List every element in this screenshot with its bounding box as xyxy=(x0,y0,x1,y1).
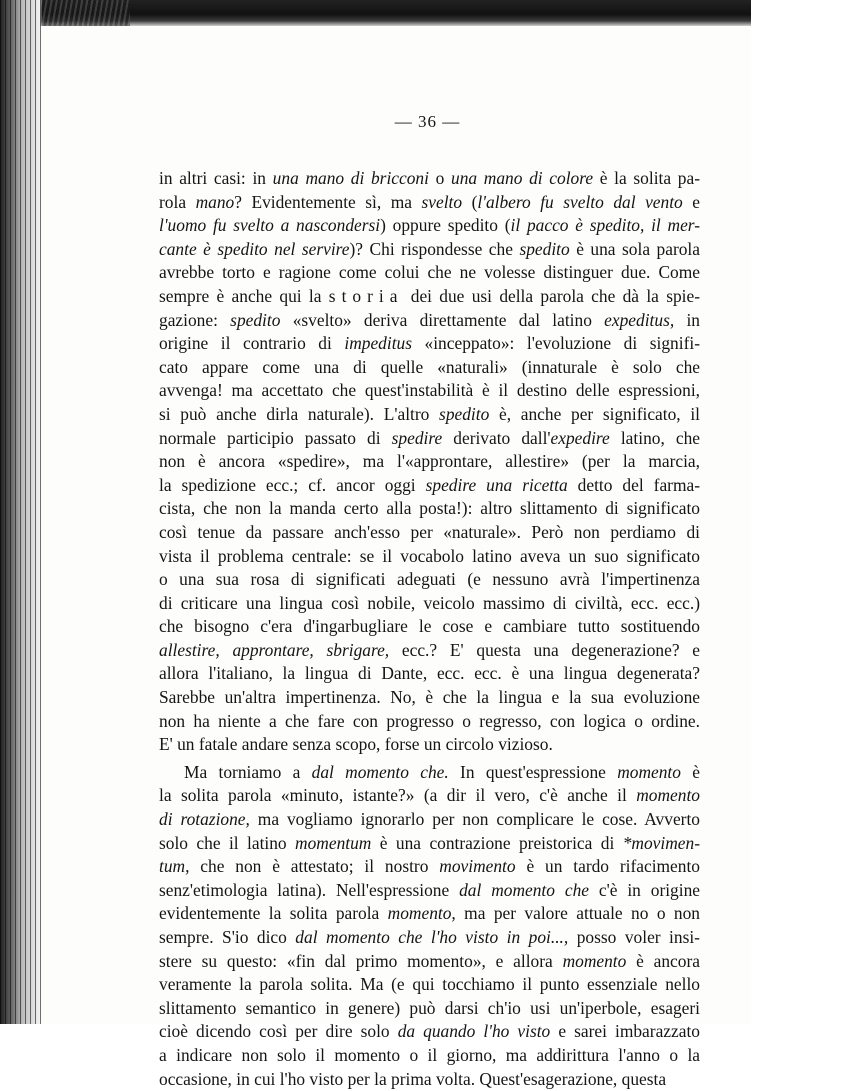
text-line: sempre è anche qui la storia dei due usi della parola che dà la spie- xyxy=(159,285,700,306)
text-line: cioè dicendo così per dire solo da quando l'ho visto e sarei imbarazzato xyxy=(159,1021,700,1042)
text-line: stere su questo: «fin dal primo momento», e allora momento è ancora xyxy=(159,950,700,971)
text-line: in altri casi: in una mano di bricconi o una mano di colore è la solita pa- xyxy=(159,168,700,188)
italic-phrase: momento, xyxy=(387,903,456,924)
text-line: che bisogno c'era d'ingarbugliare le cose e cambiare tutto sostituendo xyxy=(159,616,700,637)
italic-phrase: svelto xyxy=(421,191,463,212)
italic-phrase: momentum xyxy=(295,832,372,853)
text-line: così tenue da passare anch'esso per «naturale». Però non perdiamo di xyxy=(159,521,700,542)
text-line: cista, che non la manda certo alla posta!): altro slittamento di significato xyxy=(159,498,700,519)
text-line: di criticare una lingua così nobile, veicolo massimo di civiltà, ecc. ecc.) xyxy=(159,592,700,613)
italic-phrase: l'uomo fu svelto a nascondersi xyxy=(159,215,381,236)
text-line: evidentemente la solita parola momento, ma per valore attuale no o non xyxy=(159,903,700,924)
italic-phrase: expedire xyxy=(550,427,610,448)
text-line: avvenga! ma accettato che quest'instabilità è il destino delle espressioni, xyxy=(159,380,700,401)
italic-phrase: spedito xyxy=(230,309,281,330)
italic-phrase: da quando l'ho visto xyxy=(397,1021,551,1042)
italic-phrase: momento xyxy=(562,950,627,971)
text-line: rola mano? Evidentemente sì, ma svelto (l'albero fu svelto dal vento e xyxy=(159,191,700,212)
text-line: la solita parola «minuto, istante?» (a dir il vero, c'è anche il momento xyxy=(159,785,700,806)
spaced-word: storia xyxy=(328,285,404,306)
page-number: — 36 — xyxy=(394,112,461,131)
italic-phrase: tum, xyxy=(159,856,190,877)
scan-left-edge xyxy=(0,0,42,1024)
text-line: solo che il latino momentum è una contrazione preistorica di *movimen- xyxy=(159,832,700,853)
text-line: senz'etimologia latina). Nell'espressione dal momento che c'è in origine xyxy=(159,879,701,900)
text-line: cante è spedito nel servire)? Chi rispondesse che spedito è una sola parola xyxy=(159,238,700,259)
italic-phrase: dal momento che. xyxy=(311,761,449,782)
italic-phrase: una mano di colore xyxy=(451,168,594,188)
italic-phrase: impeditus xyxy=(344,333,412,354)
text-line: o una sua rosa di significati adeguati (e nessuno avrà l'impertinenza xyxy=(159,569,700,590)
body-text xyxy=(159,167,700,1091)
italic-phrase: spedito xyxy=(439,403,490,424)
text-line: a indicare non solo il momento o il giorno, ma addirittura l'anno o la xyxy=(159,1044,700,1065)
text-line: gazione: spedito «svelto» deriva direttamente dal latino expeditus, in xyxy=(159,309,700,330)
italic-phrase: cante è spedito nel servire xyxy=(159,238,350,259)
text-line: la spedizione ecc.; cf. ancor oggi spedire una ricetta detto del farma- xyxy=(159,474,700,495)
italic-phrase: di rotazione, xyxy=(159,809,250,830)
text-line: allestire, approntare, sbrigare, ecc.? E' questa una degenerazione? e xyxy=(159,639,700,660)
text-line: vista il problema centrale: se il vocabolo latino aveva un suo significato xyxy=(159,545,700,566)
paragraph xyxy=(159,761,700,1091)
italic-phrase: una mano di bricconi xyxy=(272,168,429,188)
paragraph xyxy=(159,167,700,757)
text-line: l'uomo fu svelto a nascondersi) oppure spedito (il pacco è spedito, il mer- xyxy=(159,215,701,236)
text-line: avrebbe torto e ragione come colui che ne volesse distinguer due. Come xyxy=(159,262,700,283)
italic-phrase: momento xyxy=(636,785,700,806)
text-line: slittamento semantico in genere) può darsi ch'io usi un'iperbole, esageri xyxy=(159,997,700,1018)
text-line: tum, che non è attestato; il nostro movimento è un tardo rifacimento xyxy=(159,856,701,877)
text-line: veramente la parola solita. Ma (e qui tocchiamo il punto essenziale nello xyxy=(159,974,700,995)
text-line: occasione, in cui l'ho visto per la prima volta. Quest'esagerazione, questa xyxy=(159,1068,667,1089)
text-line: E' un fatale andare senza scopo, forse un circolo vizioso. xyxy=(159,734,553,755)
text-line: allora l'italiano, la lingua di Dante, ecc. ecc. è una lingua degenerata? xyxy=(159,663,700,684)
text-line: Ma torniamo a dal momento che. In quest'espressione momento è xyxy=(184,761,700,782)
italic-phrase: spedire xyxy=(391,427,443,448)
italic-phrase: spedire una ricetta xyxy=(425,474,568,495)
text-line: sempre. S'io dico dal momento che l'ho visto in poi..., posso voler insi- xyxy=(159,927,700,947)
text-line: non ha niente a che fare con progresso o regresso, con logica o ordine. xyxy=(159,710,700,731)
text-line: cato appare come una di quelle «naturali» (innaturale è solo che xyxy=(159,356,700,377)
text-line: origine il contrario di impeditus «inceppato»: l'evoluzione di signifi- xyxy=(159,333,700,354)
scan-top-border xyxy=(0,0,751,26)
text-line: si può anche dirla naturale). L'altro spedito è, anche per significato, il xyxy=(159,403,701,424)
italic-phrase: l'albero fu svelto dal vento xyxy=(477,191,683,212)
italic-phrase: spedito xyxy=(519,238,570,259)
text-line: Sarebbe un'altra impertinenza. No, è che la lingua e la sua evoluzione xyxy=(159,687,700,708)
italic-phrase: *movimen- xyxy=(622,832,700,853)
text-line: normale participio passato di spedire derivato dall'expedire latino, che xyxy=(159,427,701,448)
italic-phrase: dal momento che xyxy=(459,879,589,900)
italic-phrase: expeditus, xyxy=(604,309,675,330)
italic-phrase: allestire, approntare, sbrigare, xyxy=(159,639,390,660)
text-line: non è ancora «spedire», ma l'«approntare, allestire» (per la marcia, xyxy=(159,451,700,472)
italic-phrase: momento xyxy=(617,761,681,782)
italic-phrase: dal momento che l'ho visto in poi..., xyxy=(295,927,569,947)
text-line: di rotazione, ma vogliamo ignorarlo per non complicare le cose. Avverto xyxy=(159,809,700,830)
italic-phrase: movimento xyxy=(439,856,516,877)
italic-phrase: mano xyxy=(195,191,235,212)
italic-phrase: il pacco è spedito, il mer- xyxy=(510,215,701,236)
